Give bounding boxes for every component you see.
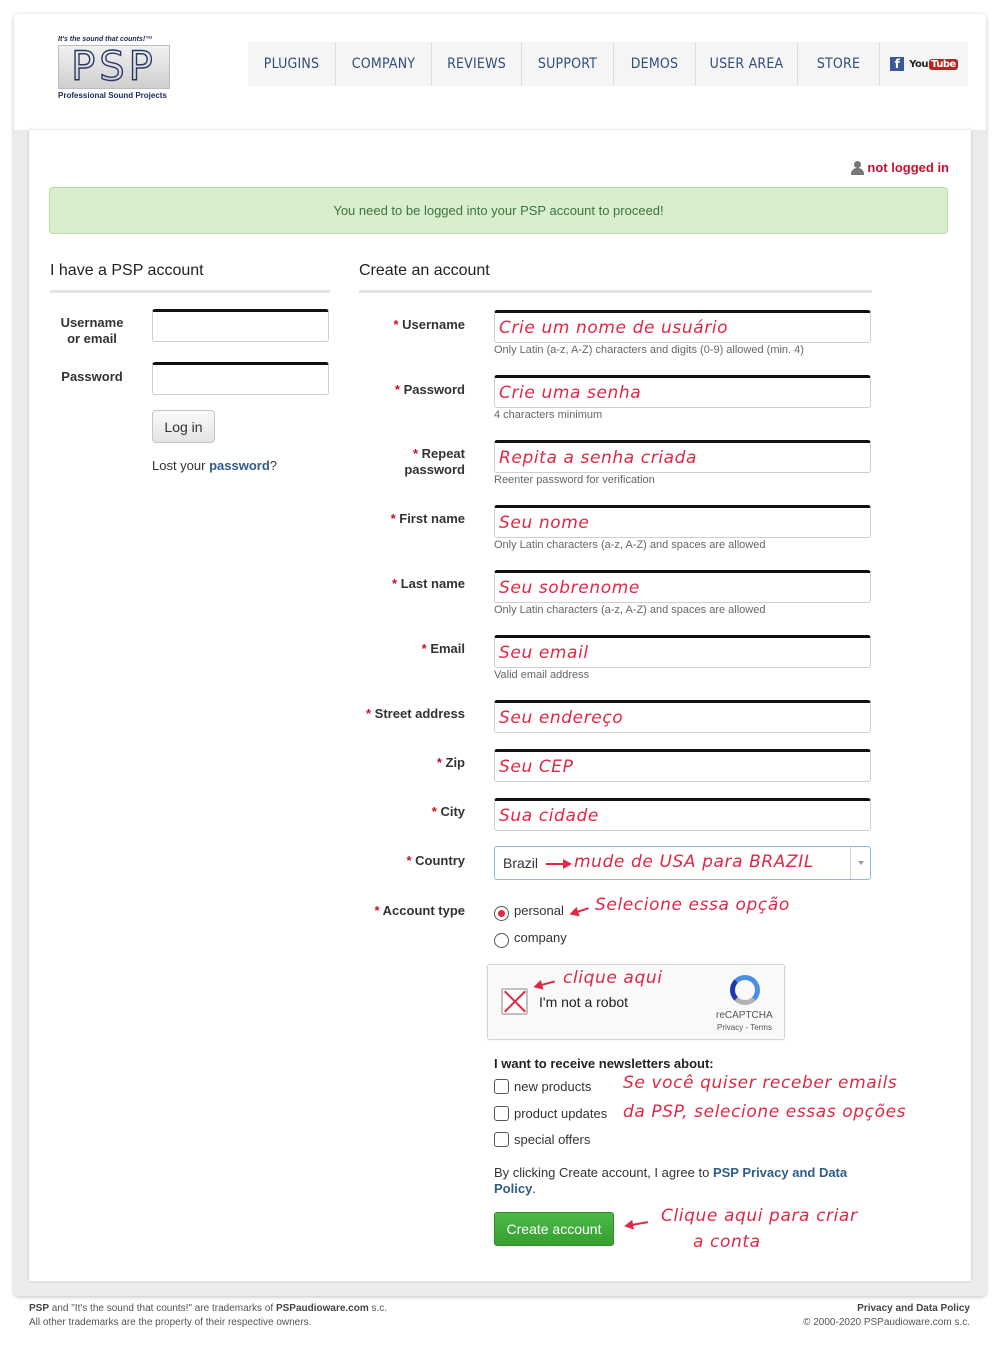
login-username-label (51, 315, 133, 347)
reg-email-annotation: Seu email (499, 643, 589, 663)
newsletters-title: I want to receive newsletters about: (494, 1056, 714, 1071)
required-mark: * (436, 755, 442, 770)
annotation-arrow-create (626, 1221, 648, 1227)
annotation-arrow-account-type (571, 907, 589, 914)
nav-reviews[interactable]: REVIEWS (432, 42, 522, 86)
agree-prefix: By clicking Create account, I agree to (494, 1165, 713, 1180)
required-mark: * (406, 853, 412, 868)
reg-last-name-label-text: Last name (400, 576, 465, 591)
recaptcha-icon (730, 975, 760, 1005)
reg-zip-input[interactable] (494, 749, 871, 782)
reg-first-name-label-text: First name (399, 511, 465, 526)
nav-support[interactable]: SUPPORT (522, 42, 614, 86)
account-type-personal-label: personal (514, 903, 564, 918)
create-account-button[interactable]: Create account (494, 1212, 614, 1246)
login-username-label-line2: or email (67, 331, 117, 346)
reg-email-hint: Valid email address (494, 669, 590, 681)
required-mark: * (390, 511, 396, 526)
reg-country-label-text: Country (415, 853, 465, 868)
reg-first-name-input[interactable] (494, 505, 871, 538)
reg-repeat-password-label (329, 446, 465, 478)
social-links (880, 42, 968, 86)
newsletters-annotation-line1: Se você quiser receber emails (623, 1073, 898, 1093)
privacy-agreement (494, 1165, 874, 1197)
lost-password-suffix: ? (269, 458, 278, 473)
login-username-label-line1: Username (60, 315, 124, 330)
footer-line2: All other trademarks are the property of their respective owners. (29, 1317, 312, 1328)
footer-copyright: © 2000-2020 PSPaudioware.com s.c. (803, 1317, 970, 1328)
newsletter-product-updates-checkbox[interactable] (494, 1106, 509, 1121)
required-mark: * (365, 706, 372, 721)
reg-password-annotation: Crie uma senha (499, 383, 642, 403)
chevron-down-icon (850, 847, 870, 879)
login-password-input[interactable] (152, 362, 329, 395)
nav-company[interactable]: COMPANY (336, 42, 432, 86)
logo-tagline: It's the sound that counts!™ (58, 36, 153, 43)
reg-username-annotation: Crie um nome de usuário (499, 318, 729, 338)
reg-first-name-annotation: Seu nome (499, 513, 590, 533)
footer-privacy-link[interactable]: Privacy and Data Policy (857, 1303, 970, 1314)
reg-last-name-hint: Only Latin characters (a-z, A-Z) and spaces are allowed (494, 604, 766, 616)
create-annotation-line1: Clique aqui para criar (661, 1206, 858, 1226)
youtube-tube: Tube (931, 58, 956, 70)
nav-demos[interactable]: DEMOS (614, 42, 696, 86)
reg-email-input[interactable] (494, 635, 871, 668)
newsletter-product-updates-label: product updates (514, 1106, 608, 1121)
reg-repeat-password-line2: password (404, 462, 465, 477)
account-type-company-label: company (514, 930, 567, 945)
required-mark: * (394, 382, 400, 397)
newsletters-annotation-line2: da PSP, selecione essas opções (623, 1102, 907, 1122)
site-header (14, 14, 986, 130)
reg-repeat-password-annotation: Repita a senha criada (499, 448, 698, 468)
reg-street-input[interactable] (494, 700, 871, 733)
reg-zip-annotation: Seu CEP (499, 757, 574, 777)
required-mark: * (374, 903, 380, 918)
reg-repeat-password-hint: Reenter password for verification (494, 474, 655, 486)
youtube-you: You (909, 58, 928, 70)
reg-city-label (329, 804, 465, 820)
reg-first-name-hint: Only Latin characters (a-z, A-Z) and spaces are allowed (494, 539, 766, 551)
reg-username-hint: Only Latin (a-z, A-Z) characters and digits (0-9) allowed (min. 4) (494, 344, 804, 356)
create-annotation-line2: a conta (693, 1232, 761, 1252)
reg-username-label (329, 317, 465, 333)
login-title-rule (50, 290, 330, 293)
nav-user-area[interactable]: USER AREA (696, 42, 798, 86)
reg-street-label-text: Street address (374, 706, 465, 721)
reg-last-name-input[interactable] (494, 570, 871, 603)
lost-password-prefix: Lost your (152, 458, 210, 473)
footer-trademark-mid: and "It's the sound that counts!" are trademarks of (49, 1303, 276, 1314)
facebook-icon[interactable]: f (890, 57, 904, 71)
newsletter-new-products-checkbox[interactable] (494, 1079, 509, 1094)
reg-city-label-text: City (440, 804, 465, 819)
footer-legal (803, 1302, 970, 1330)
recaptcha-checkbox[interactable] (501, 988, 528, 1015)
annotation-arrow-country (546, 863, 570, 865)
footer-company: PSPaudioware.com (275, 1303, 369, 1314)
account-type-annotation: Selecione essa opção (595, 895, 790, 915)
content-panel (29, 130, 971, 1281)
privacy-policy-link[interactable]: PSP Privacy and Data Policy (494, 1165, 848, 1196)
lost-password-link[interactable]: password (209, 458, 270, 473)
reg-email-label-text: Email (430, 641, 465, 656)
lost-password-text (152, 458, 277, 473)
login-required-alert: You need to be logged into your PSP account to proceed! (49, 187, 948, 234)
captcha-annotation: clique aqui (563, 968, 663, 988)
reg-repeat-password-line1: Repeat (421, 446, 465, 461)
reg-country-label (329, 853, 465, 869)
user-icon (851, 161, 863, 175)
reg-username-label-text: Username (402, 317, 465, 332)
reg-city-input[interactable] (494, 798, 871, 831)
footer-trademark-end: s.c. (368, 1303, 388, 1314)
register-title-rule (359, 290, 872, 293)
login-status (851, 160, 949, 175)
required-mark: * (393, 317, 399, 332)
reg-username-input[interactable] (494, 310, 871, 343)
reg-zip-label (329, 755, 465, 771)
agree-suffix: . (532, 1181, 536, 1196)
reg-city-annotation: Sua cidade (499, 806, 599, 826)
reg-repeat-password-input[interactable] (494, 440, 871, 473)
reg-last-name-label (329, 576, 465, 592)
logo-subtitle: Professional Sound Projects (58, 91, 167, 100)
login-username-input[interactable] (152, 309, 329, 342)
register-title: Create an account (359, 262, 490, 279)
reg-account-type-label-text: Account type (382, 903, 465, 918)
required-mark: * (412, 446, 419, 461)
reg-password-hint: 4 characters minimum (494, 409, 603, 421)
newsletter-special-offers-checkbox[interactable] (494, 1132, 509, 1147)
nav-plugins[interactable]: PLUGINS (248, 42, 336, 86)
reg-street-label (329, 706, 465, 722)
main-nav (248, 42, 968, 86)
reg-account-type-label (329, 903, 465, 919)
login-title: I have a PSP account (50, 262, 204, 279)
footer-brand: PSP (29, 1303, 50, 1314)
reg-street-annotation: Seu endereço (499, 708, 624, 728)
reg-country-value: Brazil (503, 855, 539, 871)
login-button[interactable]: Log in (152, 410, 215, 443)
recaptcha-brand: reCAPTCHA (716, 1010, 773, 1021)
login-password-label: Password (61, 369, 123, 384)
required-mark: * (431, 804, 437, 819)
newsletter-new-products-label: new products (514, 1079, 592, 1094)
recaptcha-links[interactable]: Privacy - Terms (717, 1023, 772, 1032)
recaptcha-label: I'm not a robot (539, 994, 629, 1010)
youtube-icon[interactable] (909, 59, 958, 70)
nav-store[interactable]: STORE (798, 42, 880, 86)
logo-letters: PSP (71, 44, 157, 90)
reg-country-annotation: mude de USA para BRAZIL (574, 852, 814, 872)
psp-logo[interactable] (58, 36, 178, 106)
required-mark: * (392, 576, 398, 591)
reg-password-input[interactable] (494, 375, 871, 408)
reg-password-label-text: Password (403, 382, 465, 397)
reg-zip-label-text: Zip (445, 755, 465, 770)
reg-last-name-annotation: Seu sobrenome (499, 578, 640, 598)
footer-trademarks (29, 1302, 387, 1330)
reg-password-label (329, 382, 465, 398)
reg-email-label (329, 641, 465, 657)
required-mark: * (421, 641, 427, 656)
login-status-text: not logged in (867, 160, 949, 175)
newsletter-special-offers-label: special offers (514, 1132, 591, 1147)
reg-first-name-label (329, 511, 465, 527)
account-type-company-radio[interactable] (494, 933, 509, 948)
account-type-personal-radio[interactable] (494, 906, 509, 921)
